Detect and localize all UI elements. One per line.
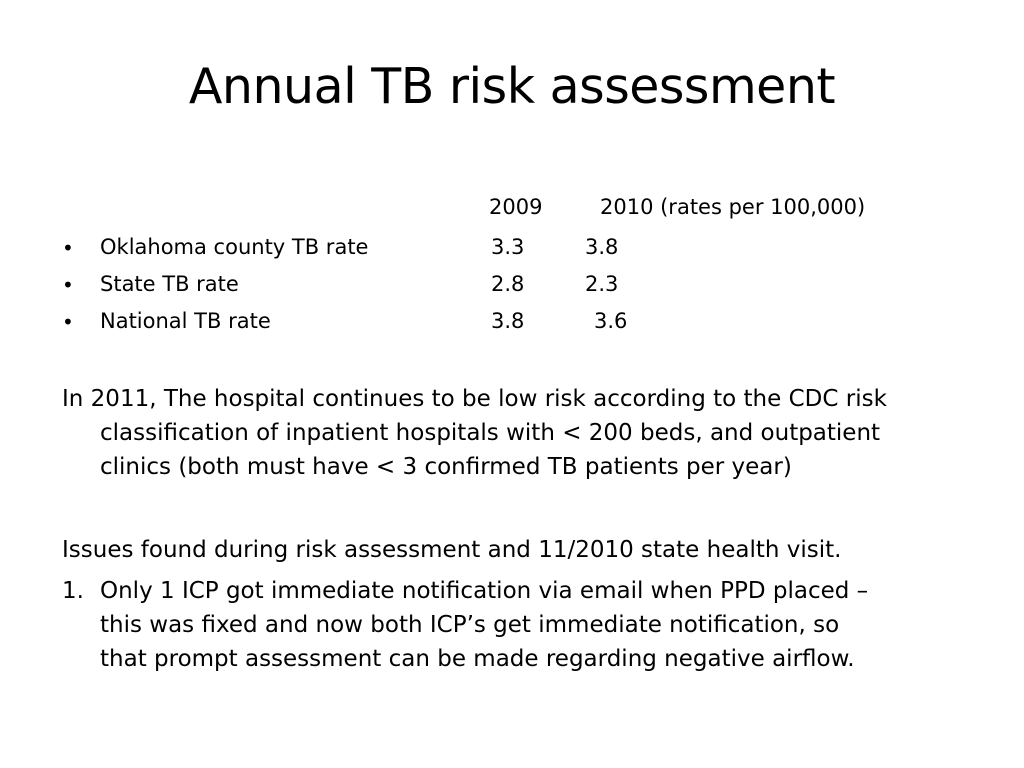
bullet-icon: • — [62, 273, 74, 297]
rate-label: National TB rate — [100, 309, 271, 333]
rate-label: Oklahoma county TB rate — [100, 235, 369, 259]
issue-line: Only 1 ICP got immediate notification via email when PPD placed – — [100, 578, 869, 604]
slide-title: Annual TB risk assessment — [188, 58, 836, 115]
rate-value-2009: 3.3 — [491, 235, 525, 259]
issue-line: that prompt assessment can be made regarding negative airflow. — [100, 646, 855, 672]
rate-value-2009: 2.8 — [491, 272, 525, 296]
rate-value-2010: 3.6 — [594, 309, 628, 333]
bullet-icon: • — [62, 310, 74, 334]
issues-heading: Issues found during risk assessment and 11/2010 state health visit. — [62, 537, 842, 563]
issue-number: 1. — [62, 578, 84, 604]
paragraph-line: In 2011, The hospital continues to be low risk according to the CDC risk — [62, 386, 887, 412]
rate-value-2009: 3.8 — [491, 309, 525, 333]
rate-label: State TB rate — [100, 272, 239, 296]
bullet-icon: • — [62, 236, 74, 260]
rate-value-2010: 3.8 — [585, 235, 619, 259]
issue-line: this was fixed and now both ICP’s get immediate notification, so — [100, 612, 840, 638]
column-header-2009: 2009 — [489, 195, 543, 219]
column-header-2010: 2010 (rates per 100,000) — [600, 195, 866, 219]
paragraph-line: classification of inpatient hospitals with < 200 beds, and outpatient — [100, 420, 881, 446]
rate-value-2010: 2.3 — [585, 272, 619, 296]
paragraph-line: clinics (both must have < 3 confirmed TB patients per year) — [100, 454, 792, 480]
